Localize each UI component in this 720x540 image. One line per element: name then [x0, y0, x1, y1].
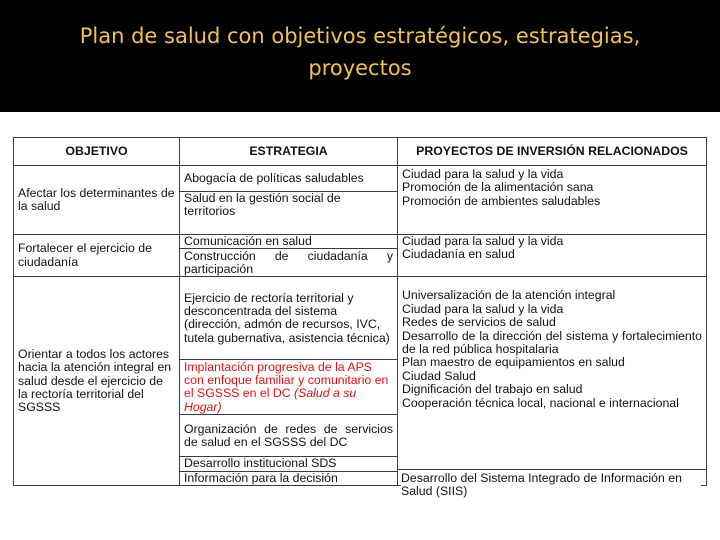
project-item: Ciudad para la salud y la vida [402, 234, 564, 248]
strategy-table [13, 137, 707, 486]
project-item: Ciudad Salud [402, 368, 476, 383]
strategy-cell: Ejercicio de rectoría territorial y desconcentrada del sistema (dirección, admón de recursos, IVC, tutela gubernativa, asistencia técnica) [180, 277, 398, 360]
slide-title: Plan de salud con objetivos estratégicos, estrategias, proyectos [79, 24, 641, 80]
strategy-cell-highlighted [180, 360, 398, 415]
project-item: Plan maestro de equipamientos en salud [402, 355, 625, 370]
project-item: Ciudad para la salud y la vida [402, 301, 564, 316]
project-item: Dignificación del trabajo en salud [402, 382, 583, 397]
project-item: Promoción de ambientes saludables [402, 193, 601, 208]
project-item: Cooperación técnica local, nacional e internacional [402, 395, 679, 410]
table-header-row [14, 138, 707, 166]
header-proyectos: PROYECTOS DE INVERSIÓN RELACIONADOS [398, 138, 707, 166]
objective-cell: Orientar a todos los actores hacia la atención integral en salud desde el ejercicio de la rectoría territorial del SGSSS [14, 277, 180, 486]
table-row [14, 166, 707, 192]
strategy-cell: Desarrollo institucional SDS [180, 457, 398, 471]
project-item: Ciudad para la salud y la vida [402, 167, 564, 181]
project-item: Ciudadanía en salud [402, 247, 515, 262]
project-item: Promoción de la alimentación sana [402, 180, 594, 195]
objective-cell: Fortalecer el ejercicio de ciudadanía [14, 235, 180, 277]
projects-cell [398, 166, 707, 235]
aps-strategy-text: Implantación progresiva de la APS con enfoque familiar y comunitario en el SGSSS en el DC [184, 359, 389, 401]
table-row [14, 277, 707, 360]
strategy-cell: Organización de redes de servicios de salud en el SGSSS del DC [180, 415, 398, 457]
project-item: Desarrollo del Sistema Integrado de Información en Salud (SIIS) [401, 471, 682, 499]
header-estrategia: ESTRATEGIA [180, 138, 398, 166]
row-divider [397, 469, 706, 470]
objective-cell: Afectar los determinantes de la salud [14, 166, 180, 235]
strategy-cell: Abogacía de políticas saludables [180, 166, 398, 192]
last-projects-cell [401, 472, 701, 499]
project-item: Universalización de la atención integral [402, 288, 616, 303]
strategy-table-container [13, 137, 706, 497]
project-item: Desarrollo de la dirección del sistema y fortalecimiento de la red pública hospitalaria [402, 328, 702, 357]
strategy-cell: Información para la decisión [180, 471, 398, 485]
table-row [14, 235, 707, 249]
projects-cell [398, 235, 707, 277]
header-objetivo: OBJETIVO [14, 138, 180, 166]
strategy-cell: Comunicación en salud [180, 235, 398, 249]
project-item: Redes de servicios de salud [402, 315, 556, 330]
projects-cell [398, 277, 707, 486]
salud-a-su-hogar-text: (Salud a su Hogar) [184, 386, 357, 414]
strategy-cell: Salud en la gestión social de territorios [180, 192, 398, 235]
strategy-cell: Construcción de ciudadanía y participación [180, 249, 398, 277]
